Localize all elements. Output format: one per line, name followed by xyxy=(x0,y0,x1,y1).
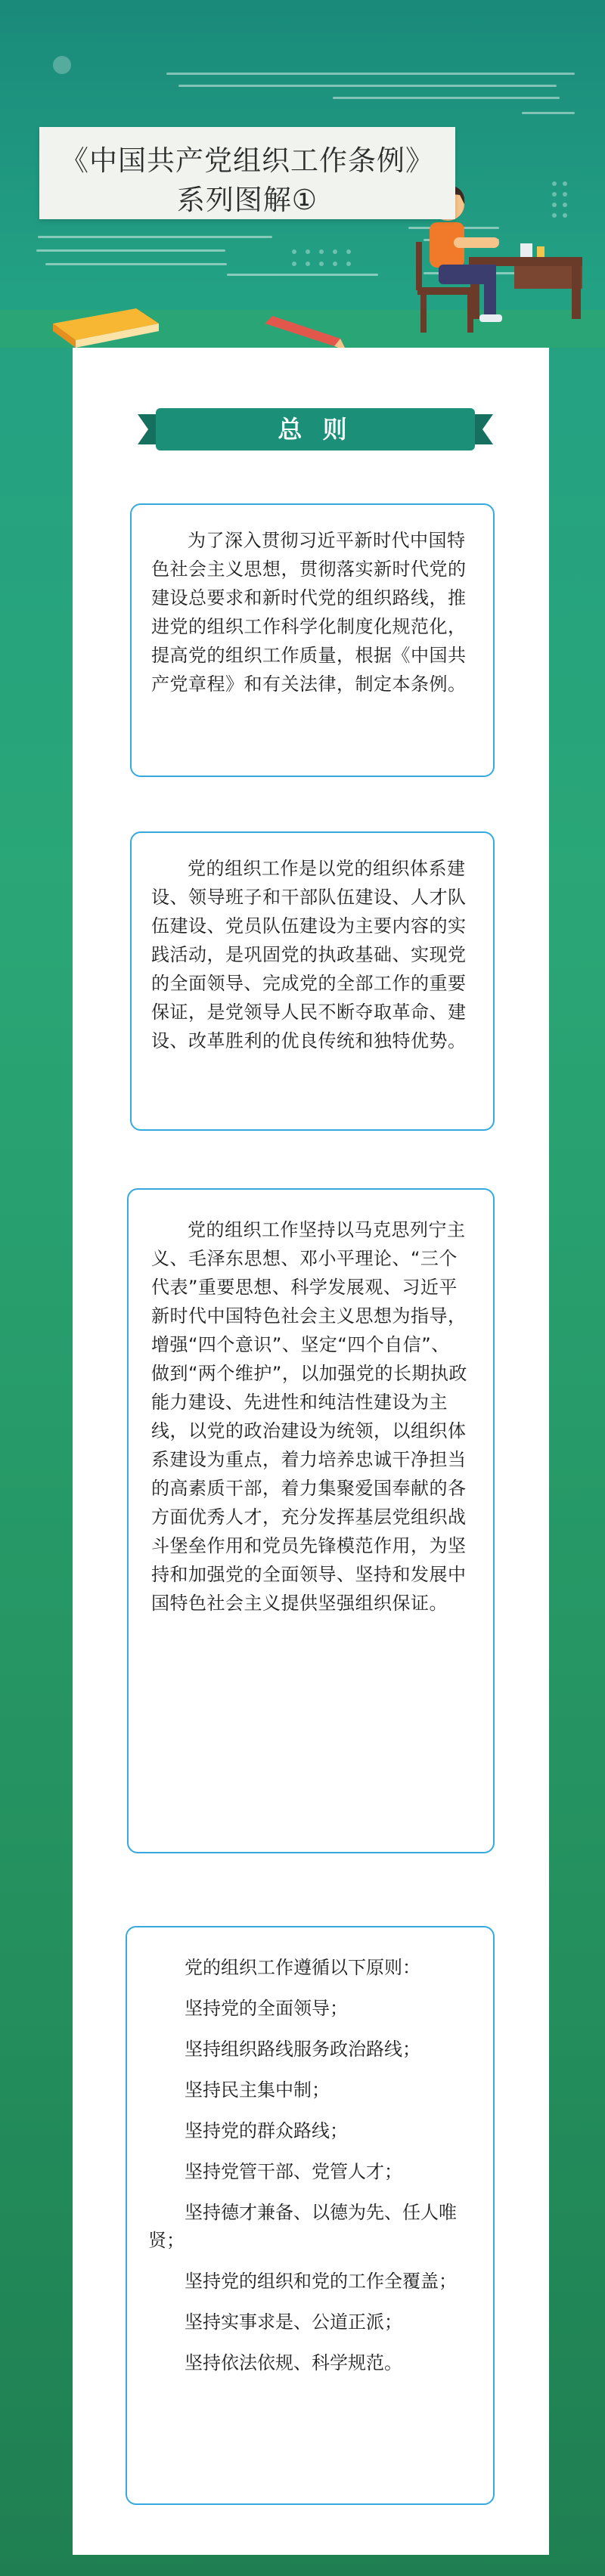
title-line-1: 《中国共产党组织工作条例》 xyxy=(60,144,434,177)
title-card xyxy=(39,127,455,219)
principles-intro: 党的组织工作遵循以下原则： xyxy=(185,1957,420,1978)
principle-item: 坚持德才兼备、以德为先、任人唯贤； xyxy=(148,2202,457,2251)
principle-item: 坚持依法依规、科学规范。 xyxy=(185,2352,402,2373)
principle-item: 坚持党的组织和党的工作全覆盖； xyxy=(185,2271,457,2292)
paragraph-2: 党的组织工作是以党的组织体系建设、领导班子和干部队伍建设、人才队伍建设、党员队伍建设为主要内容的实践活动，是巩固党的执政基础、实现党的全面领导、完成党的全部工作的重要保证，是党领导人民不断夺取革命、建设、改革胜利的优良传统和独特优势。 xyxy=(151,858,467,1051)
paragraph-3: 党的组织工作坚持以马克思列宁主义、毛泽东思想、邓小平理论、“三个代表”重要思想、科学发展观、习近平新时代中国特色社会主义思想为指导，增强“四个意识”、坚定“四个自信”、做到“两个维护”，以加强党的长期执政能力建设、先进性和纯洁性建设为主线，以党的政治建设为统领，以组织体系建设为重点，着力培养忠诚干净担当的高素质干部，着力集聚爱国奉献的各方面优秀人才，充分发挥基层党组织战斗堡垒作用和党员先锋模范作用，为坚持和加强党的全面领导、坚持和发展中国特色社会主义提供坚强组织保证。 xyxy=(151,1219,467,1614)
books-icon xyxy=(45,293,197,354)
title-line-2: 系列图解① xyxy=(176,184,318,216)
paragraph-1: 为了深入贯彻习近平新时代中国特色社会主义思想，贯彻落实新时代党的建设总要求和新时代党的组织路线，推进党的组织工作科学化制度化规范化，提高党的组织工作质量，根据《中国共产党章程》和有关法律，制定本条例。 xyxy=(151,530,467,695)
principle-item: 坚持民主集中制； xyxy=(185,2079,330,2101)
principle-item: 坚持组织路线服务政治路线； xyxy=(185,2039,420,2060)
section-title: 总 则 xyxy=(278,415,353,444)
principle-item: 坚持党管干部、党管人才； xyxy=(185,2161,402,2182)
principle-item: 坚持实事求是、公道正派； xyxy=(185,2311,402,2333)
principle-item: 坚持党的全面领导； xyxy=(185,1998,348,2019)
principle-item: 坚持党的群众路线； xyxy=(185,2120,348,2141)
principles-list xyxy=(148,1954,473,2390)
